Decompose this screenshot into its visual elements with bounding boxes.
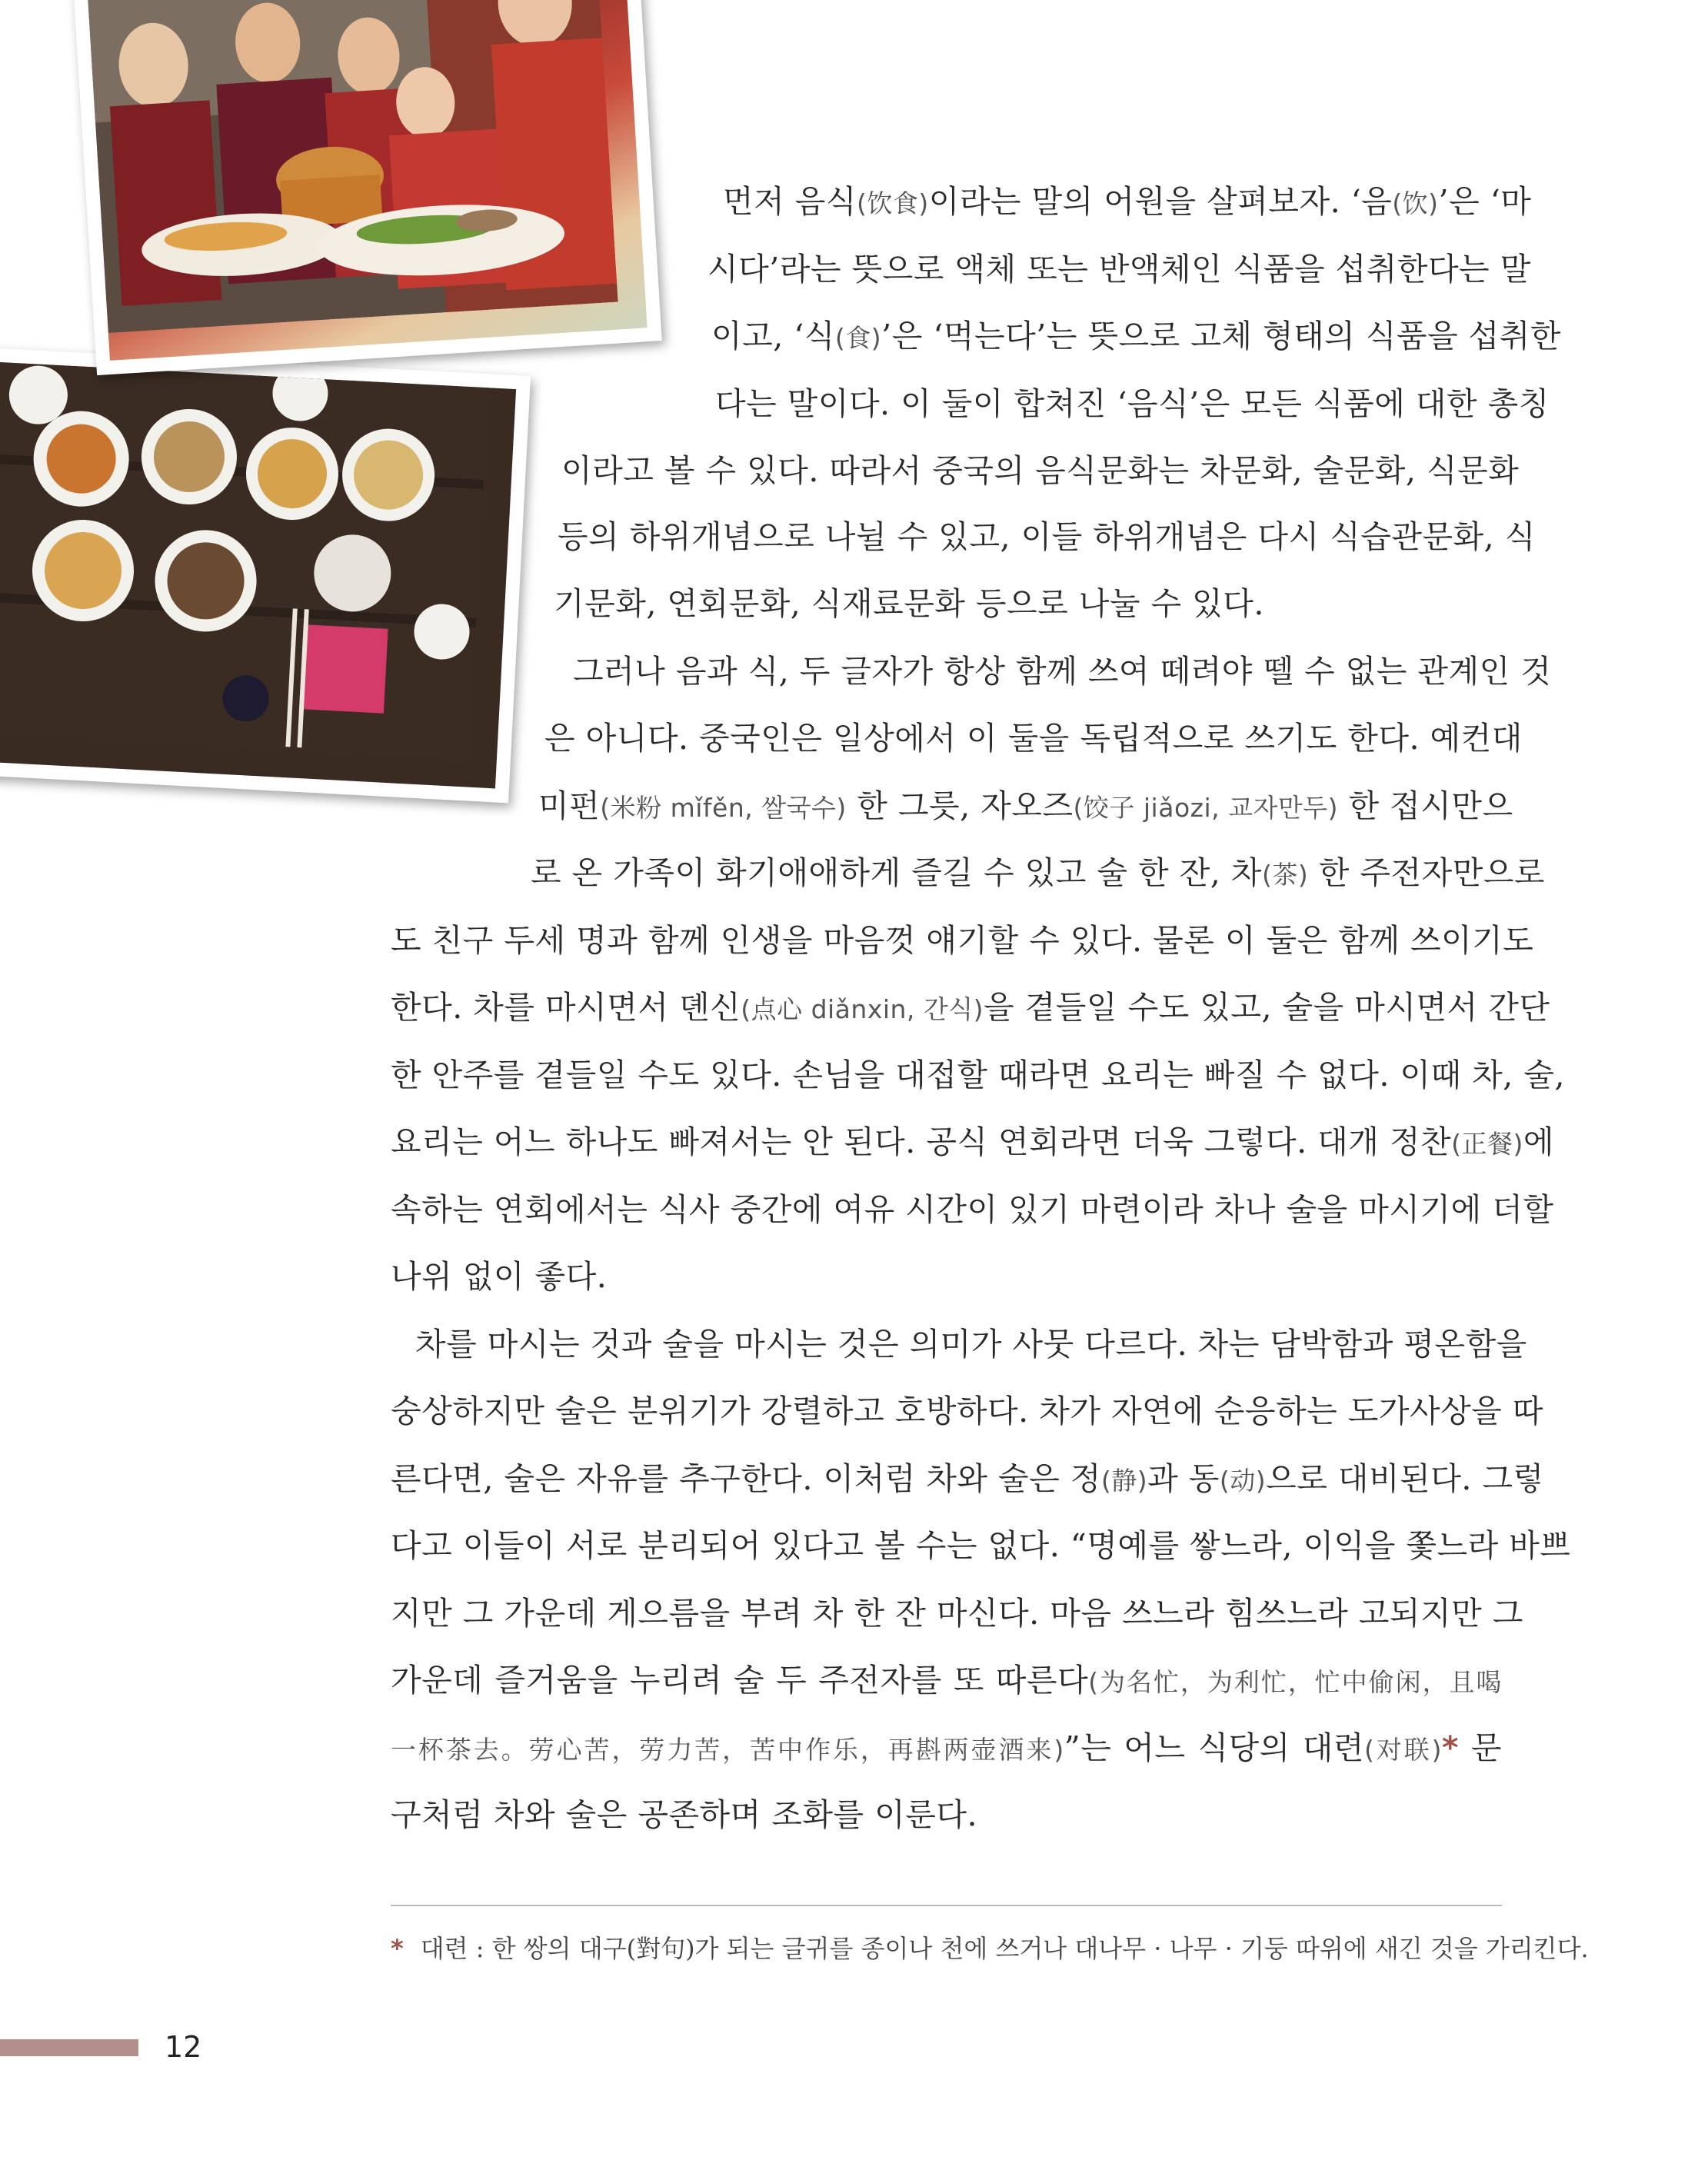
table-dishes-illustration: [0, 362, 488, 760]
text-line: 한다. 차를 마시면서 뎬신(点心 diǎnxin, 간식)을 곁들일 수도 있고, 술을 마시면서 간단: [391, 989, 1550, 1026]
text-line: 숭상하지만 술은 분위기가 강렬하고 호방하다. 차가 자연에 순응하는 도가사상을 따: [391, 1393, 1543, 1429]
text-line: 른다면, 술은 자유를 추구한다. 이처럼 차와 술은 정(静)과 동(动)으로 대비된다. 그렇: [391, 1460, 1544, 1497]
footnote-divider: [391, 1905, 1502, 1906]
text-line: 먼저 음식(饮食)이라는 말의 어원을 살펴보자. ‘음(饮)’은 ‘마: [723, 183, 1532, 220]
text-line: 기문화, 연회문화, 식재료문화 등으로 나눌 수 있다.: [554, 585, 1264, 622]
text-line: 은 아니다. 중국인은 일상에서 이 둘을 독립적으로 쓰기도 한다. 예컨대: [544, 720, 1523, 757]
footnote-marker: *: [391, 1934, 404, 1963]
text-line: 지만 그 가운데 게으름을 부려 차 한 잔 마신다. 마음 쓰느라 힘쓰느라 고되지만 그: [391, 1595, 1523, 1632]
text-line: 다는 말이다. 이 둘이 합쳐진 ‘음식’은 모든 식품에 대한 총칭: [715, 385, 1550, 422]
text-line: 도 친구 두세 명과 함께 인생을 마음껏 얘기할 수 있다. 물론 이 둘은 함께 쓰이기도: [391, 922, 1534, 959]
text-line: 시다’라는 뜻으로 액체 또는 반액체인 식품을 섭취한다는 말: [708, 251, 1531, 288]
text-line: 나위 없이 좋다.: [391, 1258, 608, 1295]
family-hotpot-illustration: [88, 0, 618, 333]
text-line: 등의 하위개념으로 나뉠 수 있고, 이들 하위개념은 다시 식습관문화, 식: [558, 518, 1536, 555]
text-line: 一杯茶去。劳心苦，劳力苦，苦中作乐，再斟两壶酒来)”는 어느 식당의 대련(对联)* 문: [391, 1729, 1503, 1766]
text-line: 가운데 즐거움을 누리려 술 두 주전자를 또 따른다(为名忙，为利忙，忙中偷闲，且喝: [391, 1662, 1502, 1699]
table-dishes-photo: [0, 348, 531, 804]
text-line: 차를 마시는 것과 술을 마시는 것은 의미가 사뭇 다르다. 차는 담박함과 평온함을: [415, 1326, 1527, 1363]
family-hotpot-photo: [73, 0, 662, 375]
text-line: 다고 이들이 서로 분리되어 있다고 볼 수는 없다. “명예를 쌓느라, 이익을 쫓느라 바쁘: [391, 1527, 1571, 1564]
text-line: 구처럼 차와 술은 공존하며 조화를 이룬다.: [391, 1796, 977, 1833]
page-number: 12: [165, 2030, 202, 2064]
text-line: 이라고 볼 수 있다. 따라서 중국의 음식문화는 차문화, 술문화, 식문화: [561, 452, 1520, 489]
text-line: 미펀(米粉 mǐfěn, 쌀국수) 한 그릇, 자오즈(饺子 jiǎozi, 교자만두) 한 접시만으: [538, 787, 1513, 824]
text-line: 그러나 음과 식, 두 글자가 항상 함께 쓰여 떼려야 뗄 수 없는 관계인 것: [573, 653, 1552, 690]
page-accent-bar: [0, 2039, 138, 2056]
text-line: 한 안주를 곁들일 수도 있다. 손님을 대접할 때라면 요리는 빠질 수 없다. 이때 차, 술,: [391, 1057, 1565, 1093]
text-line: 로 온 가족이 화기애애하게 즐길 수 있고 술 한 잔, 차(茶) 한 주전자만으로: [531, 854, 1546, 891]
text-line: 속하는 연회에서는 식사 중간에 여유 시간이 있기 마련이라 차나 술을 마시기에 더할: [391, 1191, 1554, 1228]
text-line: 요리는 어느 하나도 빠져서는 안 된다. 공식 연회라면 더욱 그렇다. 대개 정찬(正餐)에: [391, 1123, 1554, 1160]
footnote-text: 대련 : 한 쌍의 대구(對句)가 되는 글귀를 종이나 천에 쓰거나 대나무 · 나무 · 기둥 따위에 새긴 것을 가리킨다.: [420, 1934, 1589, 1963]
text-line: 이고, ‘식(食)’은 ‘먹는다’는 뜻으로 고체 형태의 식품을 섭취한: [711, 318, 1561, 354]
footnote: [391, 1932, 1589, 1965]
